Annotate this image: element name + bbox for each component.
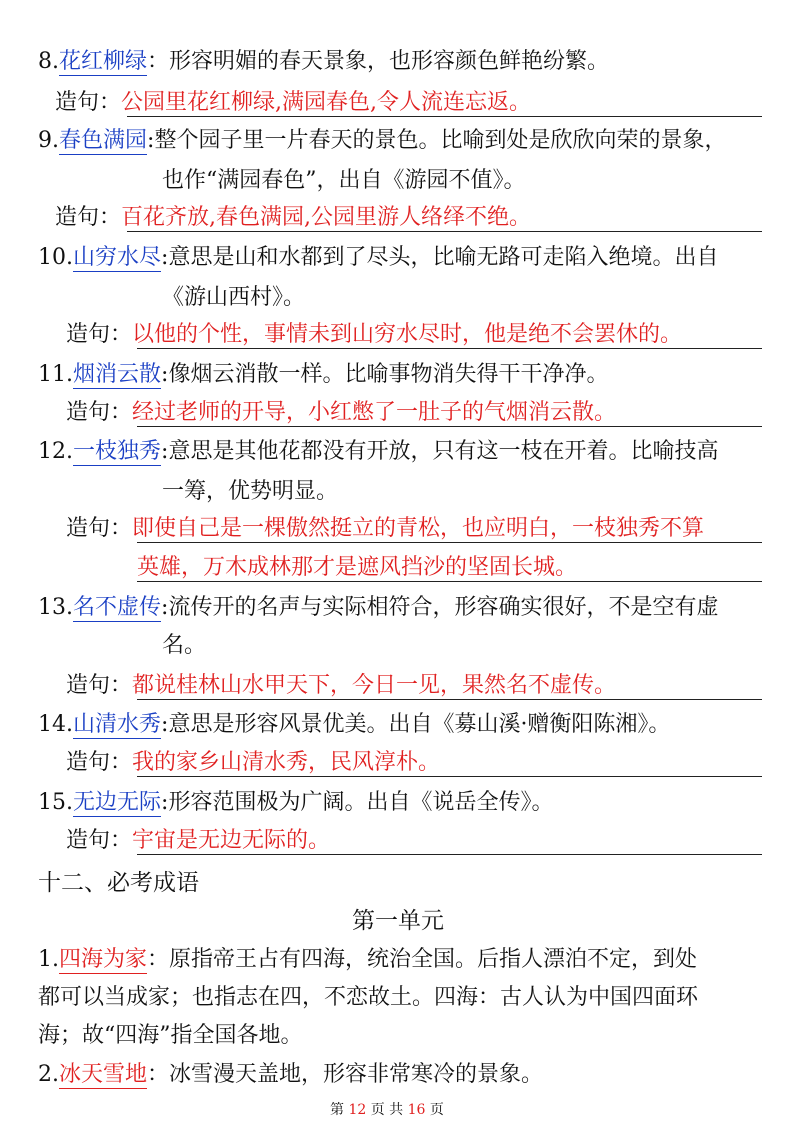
definition-text: 意思是山和水都到了尽头，比喻无路可走陷入绝境。出自 — [168, 245, 719, 270]
entry-13-example — [66, 671, 616, 701]
entry-10-headline — [38, 243, 718, 273]
separator: ： — [147, 1062, 170, 1087]
example-sentence: 都说桂林山水甲天下，今日一见，果然名不虚传。 — [132, 673, 617, 698]
answer-underline — [137, 699, 762, 700]
total-page-number: 16 — [407, 1102, 426, 1118]
example-label: 造句： — [66, 750, 133, 775]
example-label: 造句： — [66, 673, 133, 698]
definition-text: 意思是形容风景优美。出自《募山溪·赠衡阳陈湘》。 — [168, 712, 671, 737]
definition-text: 也作“满园春色”，出自《游园不值》。 — [162, 168, 526, 193]
example-sentence: 宇宙是无边无际的。 — [132, 828, 331, 853]
entry-number: 11. — [38, 362, 73, 387]
unit-heading: 第一单元 — [352, 908, 444, 934]
entry-8-headline — [38, 47, 609, 77]
entry-11-example — [66, 398, 616, 428]
entry-8-example — [55, 88, 531, 118]
separator: : — [161, 790, 169, 815]
entry-number: 15. — [38, 790, 73, 815]
separator: : — [161, 245, 169, 270]
separator: : — [161, 712, 169, 737]
entry-number: 9. — [38, 128, 59, 153]
example-sentence: 经过老师的开导，小红憋了一肚子的气烟消云散。 — [132, 400, 617, 425]
entry-10-example — [66, 320, 682, 350]
separator: : — [161, 595, 169, 620]
definition-text: 像烟云消散一样。比喻事物消失得干干净净。 — [168, 362, 609, 387]
definition-text: 冰雪漫天盖地，形容非常寒冷的景象。 — [169, 1062, 544, 1087]
separator: : — [147, 128, 155, 153]
example-sentence: 即使自己是一棵傲然挺立的青松，也应明白，一枝独秀不算 — [132, 516, 705, 541]
example-continuation — [137, 553, 577, 583]
page-footer — [330, 1101, 444, 1119]
example-sentence: 公园里花红柳绿,满园春色,令人流连忘返。 — [121, 90, 532, 115]
definition-text: 整个园子里一片春天的景色。比喻到处是欣欣向荣的景象， — [154, 128, 727, 153]
answer-underline — [137, 776, 762, 777]
footer-middle: 页 共 — [370, 1102, 404, 1118]
definition-continuation — [162, 166, 526, 196]
idiom-term: 山穷水尽 — [73, 245, 162, 270]
idiom-term: 四海为家 — [59, 947, 148, 972]
current-page-number: 12 — [348, 1102, 367, 1118]
example-label: 造句： — [55, 205, 122, 230]
separator: : — [161, 439, 169, 464]
entry-9-headline — [38, 126, 726, 156]
separator: ： — [147, 49, 170, 74]
entry-15-headline — [38, 788, 553, 818]
entry-number: 12. — [38, 439, 73, 464]
answer-underline — [137, 348, 762, 349]
definition-text: 海；故“四海”指全国各地。 — [38, 1023, 303, 1048]
definition-text: 形容范围极为广阔。出自《说岳全传》。 — [168, 790, 554, 815]
entry-9-example — [55, 203, 531, 233]
entry-11-headline — [38, 360, 608, 390]
definition-continuation — [162, 477, 338, 507]
definition-text: 形容明媚的春天景象，也形容颜色鲜艳纷繁。 — [169, 49, 610, 74]
entry-number: 8. — [38, 49, 59, 74]
definition-text: 名。 — [162, 633, 207, 658]
section-heading: 十二、必考成语 — [38, 870, 199, 896]
entry-12-headline — [38, 437, 718, 467]
definition-continuation — [162, 283, 305, 313]
example-label: 造句： — [66, 828, 133, 853]
answer-underline — [127, 116, 762, 117]
idiom-term: 一枝独秀 — [73, 439, 162, 464]
definition-text: 都可以当成家；也指志在四，不恋故土。四海：古人认为中国四面环 — [38, 985, 699, 1010]
example-label: 造句： — [66, 516, 133, 541]
definition-continuation — [38, 1021, 303, 1051]
idiom-term: 名不虚传 — [73, 595, 162, 620]
answer-underline — [137, 854, 762, 855]
separator: ： — [147, 947, 170, 972]
definition-text: 原指帝王占有四海，统治全国。后指人漂泊不定，到处 — [169, 947, 698, 972]
entry-number: 13. — [38, 595, 73, 620]
answer-underline — [137, 581, 762, 582]
example-sentence: 英雄，万木成林那才是遮风挡沙的坚固长城。 — [137, 555, 578, 580]
example-label: 造句： — [66, 322, 133, 347]
footer-prefix: 第 — [330, 1102, 344, 1118]
example-sentence: 百花齐放,春色满园,公园里游人络绎不绝。 — [121, 205, 532, 230]
idiom-term: 冰天雪地 — [59, 1062, 148, 1087]
definition-text: 一筹，优势明显。 — [162, 479, 339, 504]
unit-entry-2-headline — [38, 1060, 543, 1090]
entry-14-headline — [38, 710, 670, 740]
definition-continuation — [38, 983, 698, 1013]
entry-number: 10. — [38, 245, 73, 270]
definition-continuation — [162, 631, 206, 661]
example-label: 造句： — [66, 400, 133, 425]
unit-entry-1-headline — [38, 945, 697, 975]
example-label: 造句： — [55, 90, 122, 115]
entry-14-example — [66, 748, 440, 778]
footer-suffix: 页 — [429, 1102, 444, 1118]
entry-number: 14. — [38, 712, 73, 737]
idiom-term: 烟消云散 — [73, 362, 162, 387]
definition-text: 意思是其他花都没有开放，只有这一枝在开着。比喻技高 — [168, 439, 719, 464]
idiom-term: 无边无际 — [73, 790, 162, 815]
entry-15-example — [66, 826, 330, 856]
idiom-term: 花红柳绿 — [59, 49, 148, 74]
entry-13-headline — [38, 593, 718, 623]
entry-number: 1. — [38, 947, 59, 972]
example-sentence: 以他的个性，事情未到山穷水尽时，他是绝不会罢休的。 — [132, 322, 683, 347]
answer-underline — [137, 426, 762, 427]
answer-underline — [127, 231, 762, 232]
entry-number: 2. — [38, 1062, 59, 1087]
idiom-term: 山清水秀 — [73, 712, 162, 737]
entry-12-example — [66, 514, 704, 544]
idiom-term: 春色满园 — [59, 128, 148, 153]
definition-text: 流传开的名声与实际相符合，形容确实很好，不是空有虚 — [168, 595, 719, 620]
answer-underline — [137, 542, 762, 543]
separator: : — [161, 362, 169, 387]
definition-text: 《游山西村》。 — [162, 285, 306, 310]
example-sentence: 我的家乡山清水秀，民风淳朴。 — [132, 750, 441, 775]
